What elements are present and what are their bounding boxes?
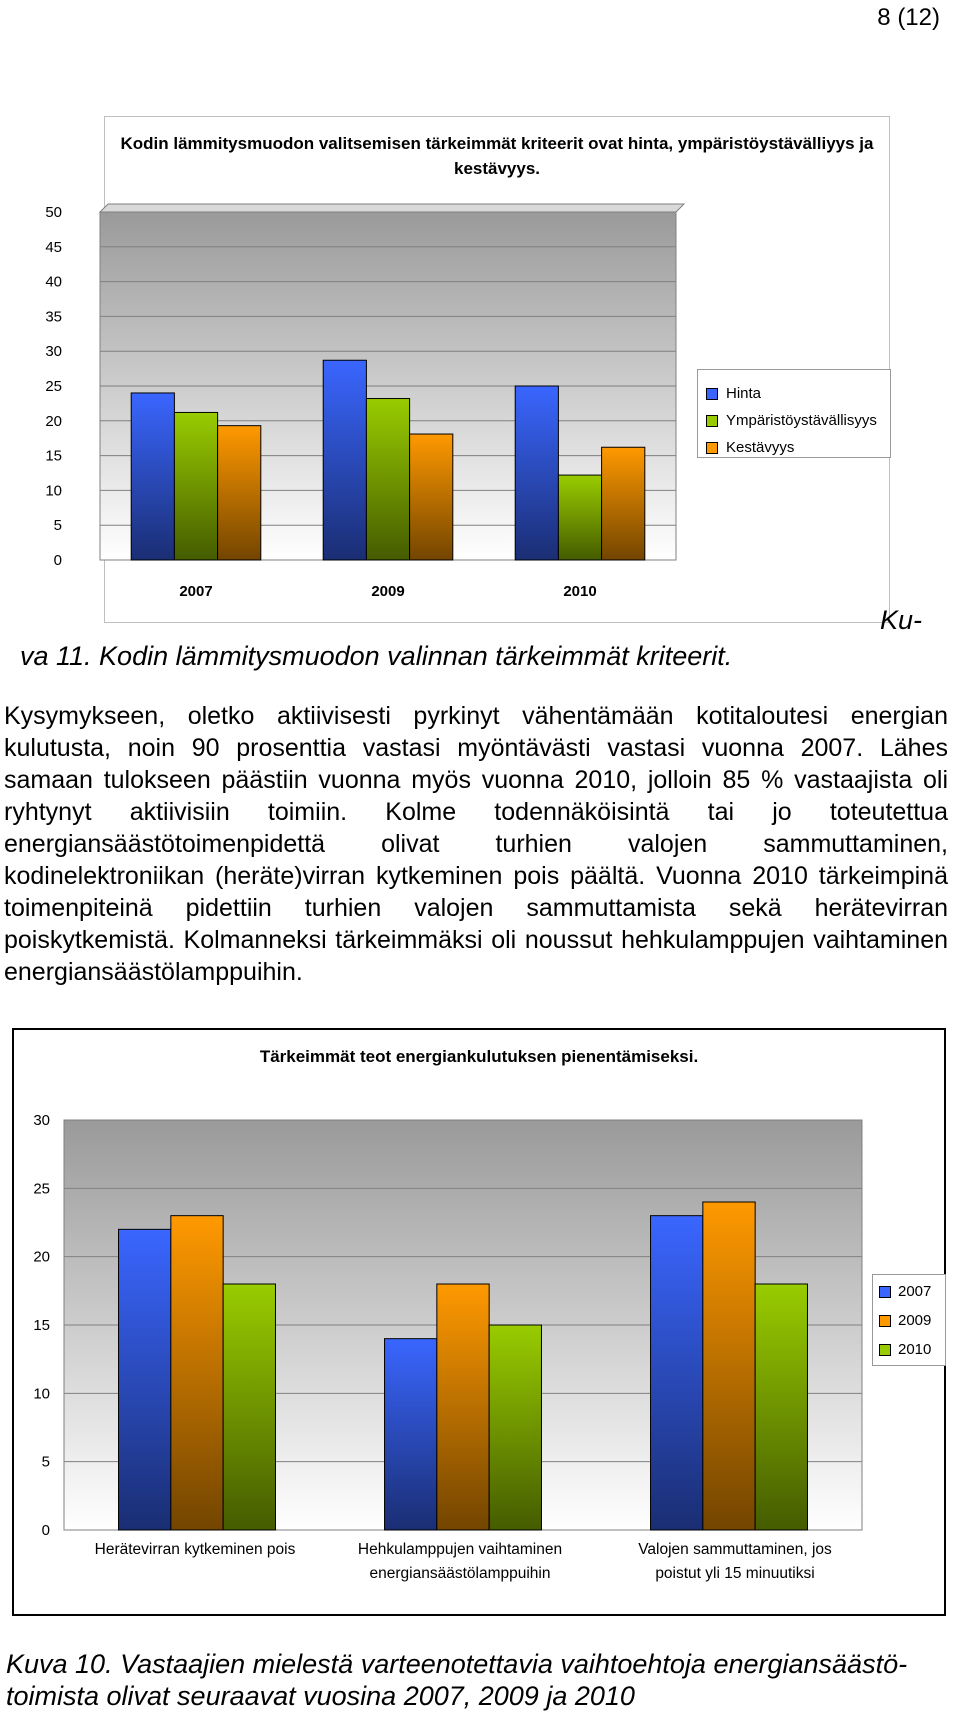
bar-c2-2009-2 xyxy=(703,1202,755,1530)
x-label-line: Hehkulamppujen vaihtaminen xyxy=(357,1541,563,1558)
y-tick-label: 50 xyxy=(45,204,62,221)
legend-label: Ympäristöystävällisyys xyxy=(726,412,877,429)
bar-c2-2007-1 xyxy=(385,1339,437,1530)
y-tick-label: 15 xyxy=(45,447,62,465)
y-tick-label: 30 xyxy=(33,1112,50,1129)
legend-label: 2010 xyxy=(898,1341,932,1358)
bar-c2-2007-2 xyxy=(651,1216,703,1530)
caption-line: Kuva 10. Vastaajien mielestä varteenotettavia vaihtoehtoja energiansäästö- xyxy=(6,1649,908,1679)
y-tick-label: 35 xyxy=(45,308,62,326)
y-tick-label: 25 xyxy=(33,1180,50,1198)
x-category-label xyxy=(75,1538,315,1562)
x-label-line: Valojen sammuttaminen, jos xyxy=(638,1541,832,1558)
legend-label: Kestävyys xyxy=(726,439,795,456)
y-tick-label: 10 xyxy=(45,482,62,500)
bar-c2-2009-0 xyxy=(171,1216,223,1530)
y-tick-label: 5 xyxy=(41,1453,50,1471)
y-tick-label: 5 xyxy=(53,517,62,535)
figure-caption-fragment: Ku- xyxy=(880,605,923,635)
page-number: 8 (12) xyxy=(877,4,940,31)
figure-caption xyxy=(6,1648,956,1712)
y-tick-label: 15 xyxy=(33,1317,50,1334)
y-tick-label: 10 xyxy=(33,1385,50,1403)
y-tick-label: 25 xyxy=(45,378,62,395)
legend-label: 2009 xyxy=(898,1312,932,1329)
x-label-line: poistut yli 15 minuutiksi xyxy=(655,1565,815,1582)
x-category-label xyxy=(335,1538,585,1586)
legend-label: 2007 xyxy=(898,1283,932,1300)
bar-c2-2009-1 xyxy=(437,1284,489,1530)
y-tick-label: 20 xyxy=(45,412,62,430)
y-tick-label: 30 xyxy=(45,343,62,361)
bar-c2-2010-1 xyxy=(489,1325,541,1530)
bar-c2-2010-2 xyxy=(755,1284,807,1530)
y-tick-label: 40 xyxy=(45,273,62,291)
x-tick-label: 2007 xyxy=(179,583,213,600)
x-tick-label: 2010 xyxy=(563,583,597,600)
body-paragraph: Kysymykseen, oletko aktiivisesti pyrkinyt vähentämään kotitaloutesi energian kulutusta, noin 90 prosenttia vastasi myöntävästi vastasi vuonna 2007. Lähes samaan tulokseen päästiin vuonna myös vuonna 2010, jolloin 85 % vastaajista oli ryhtynyt aktiivisiin toimiin. Kolme todennäköisintä tai jo toteutettua energiansäästötoimenpidettä olivat turhien valojen sammuttaminen, kodinelektroniikan (heräte)virran kytkeminen pois päältä. Vuonna 2010 tärkeimpinä toimenpiteinä pidettiin turhien valojen sammuttamista sekä herätevirran poiskytkemistä. Kolmanneksi tärkeimmäksi oli noussut hehkulamppujen vaihtaminen energiansäästölamppuihin. xyxy=(4,702,948,986)
caption-line: toimista olivat seuraavat vuosina 2007, 2009 ja 2010 xyxy=(6,1681,635,1711)
legend-label: Hinta xyxy=(726,385,762,402)
y-tick-label: 0 xyxy=(41,1522,50,1539)
x-category-label xyxy=(600,1538,870,1586)
x-tick-label: 2009 xyxy=(371,583,405,600)
x-label-line: energiansäästölamppuihin xyxy=(369,1565,551,1582)
chart-title: Kodin lämmitysmuodon valitsemisen tärkeimmät kriteerit ovat hinta, ympäristöystävälliyys ja kestävyys. xyxy=(120,134,874,178)
figure-caption: va 11. Kodin lämmitysmuodon valinnan tärkeimmät kriteerit. xyxy=(20,641,733,671)
x-label-line: Herätevirran kytkeminen pois xyxy=(94,1541,296,1558)
y-tick-label: 20 xyxy=(33,1248,50,1266)
chart-title: Tärkeimmät teot energiankulutuksen pienentämiseksi. xyxy=(259,1047,699,1066)
bar-c2-2007-0 xyxy=(119,1229,171,1530)
y-tick-label: 0 xyxy=(53,552,62,569)
y-tick-label: 45 xyxy=(45,238,62,256)
bar-c2-2010-0 xyxy=(223,1284,275,1530)
